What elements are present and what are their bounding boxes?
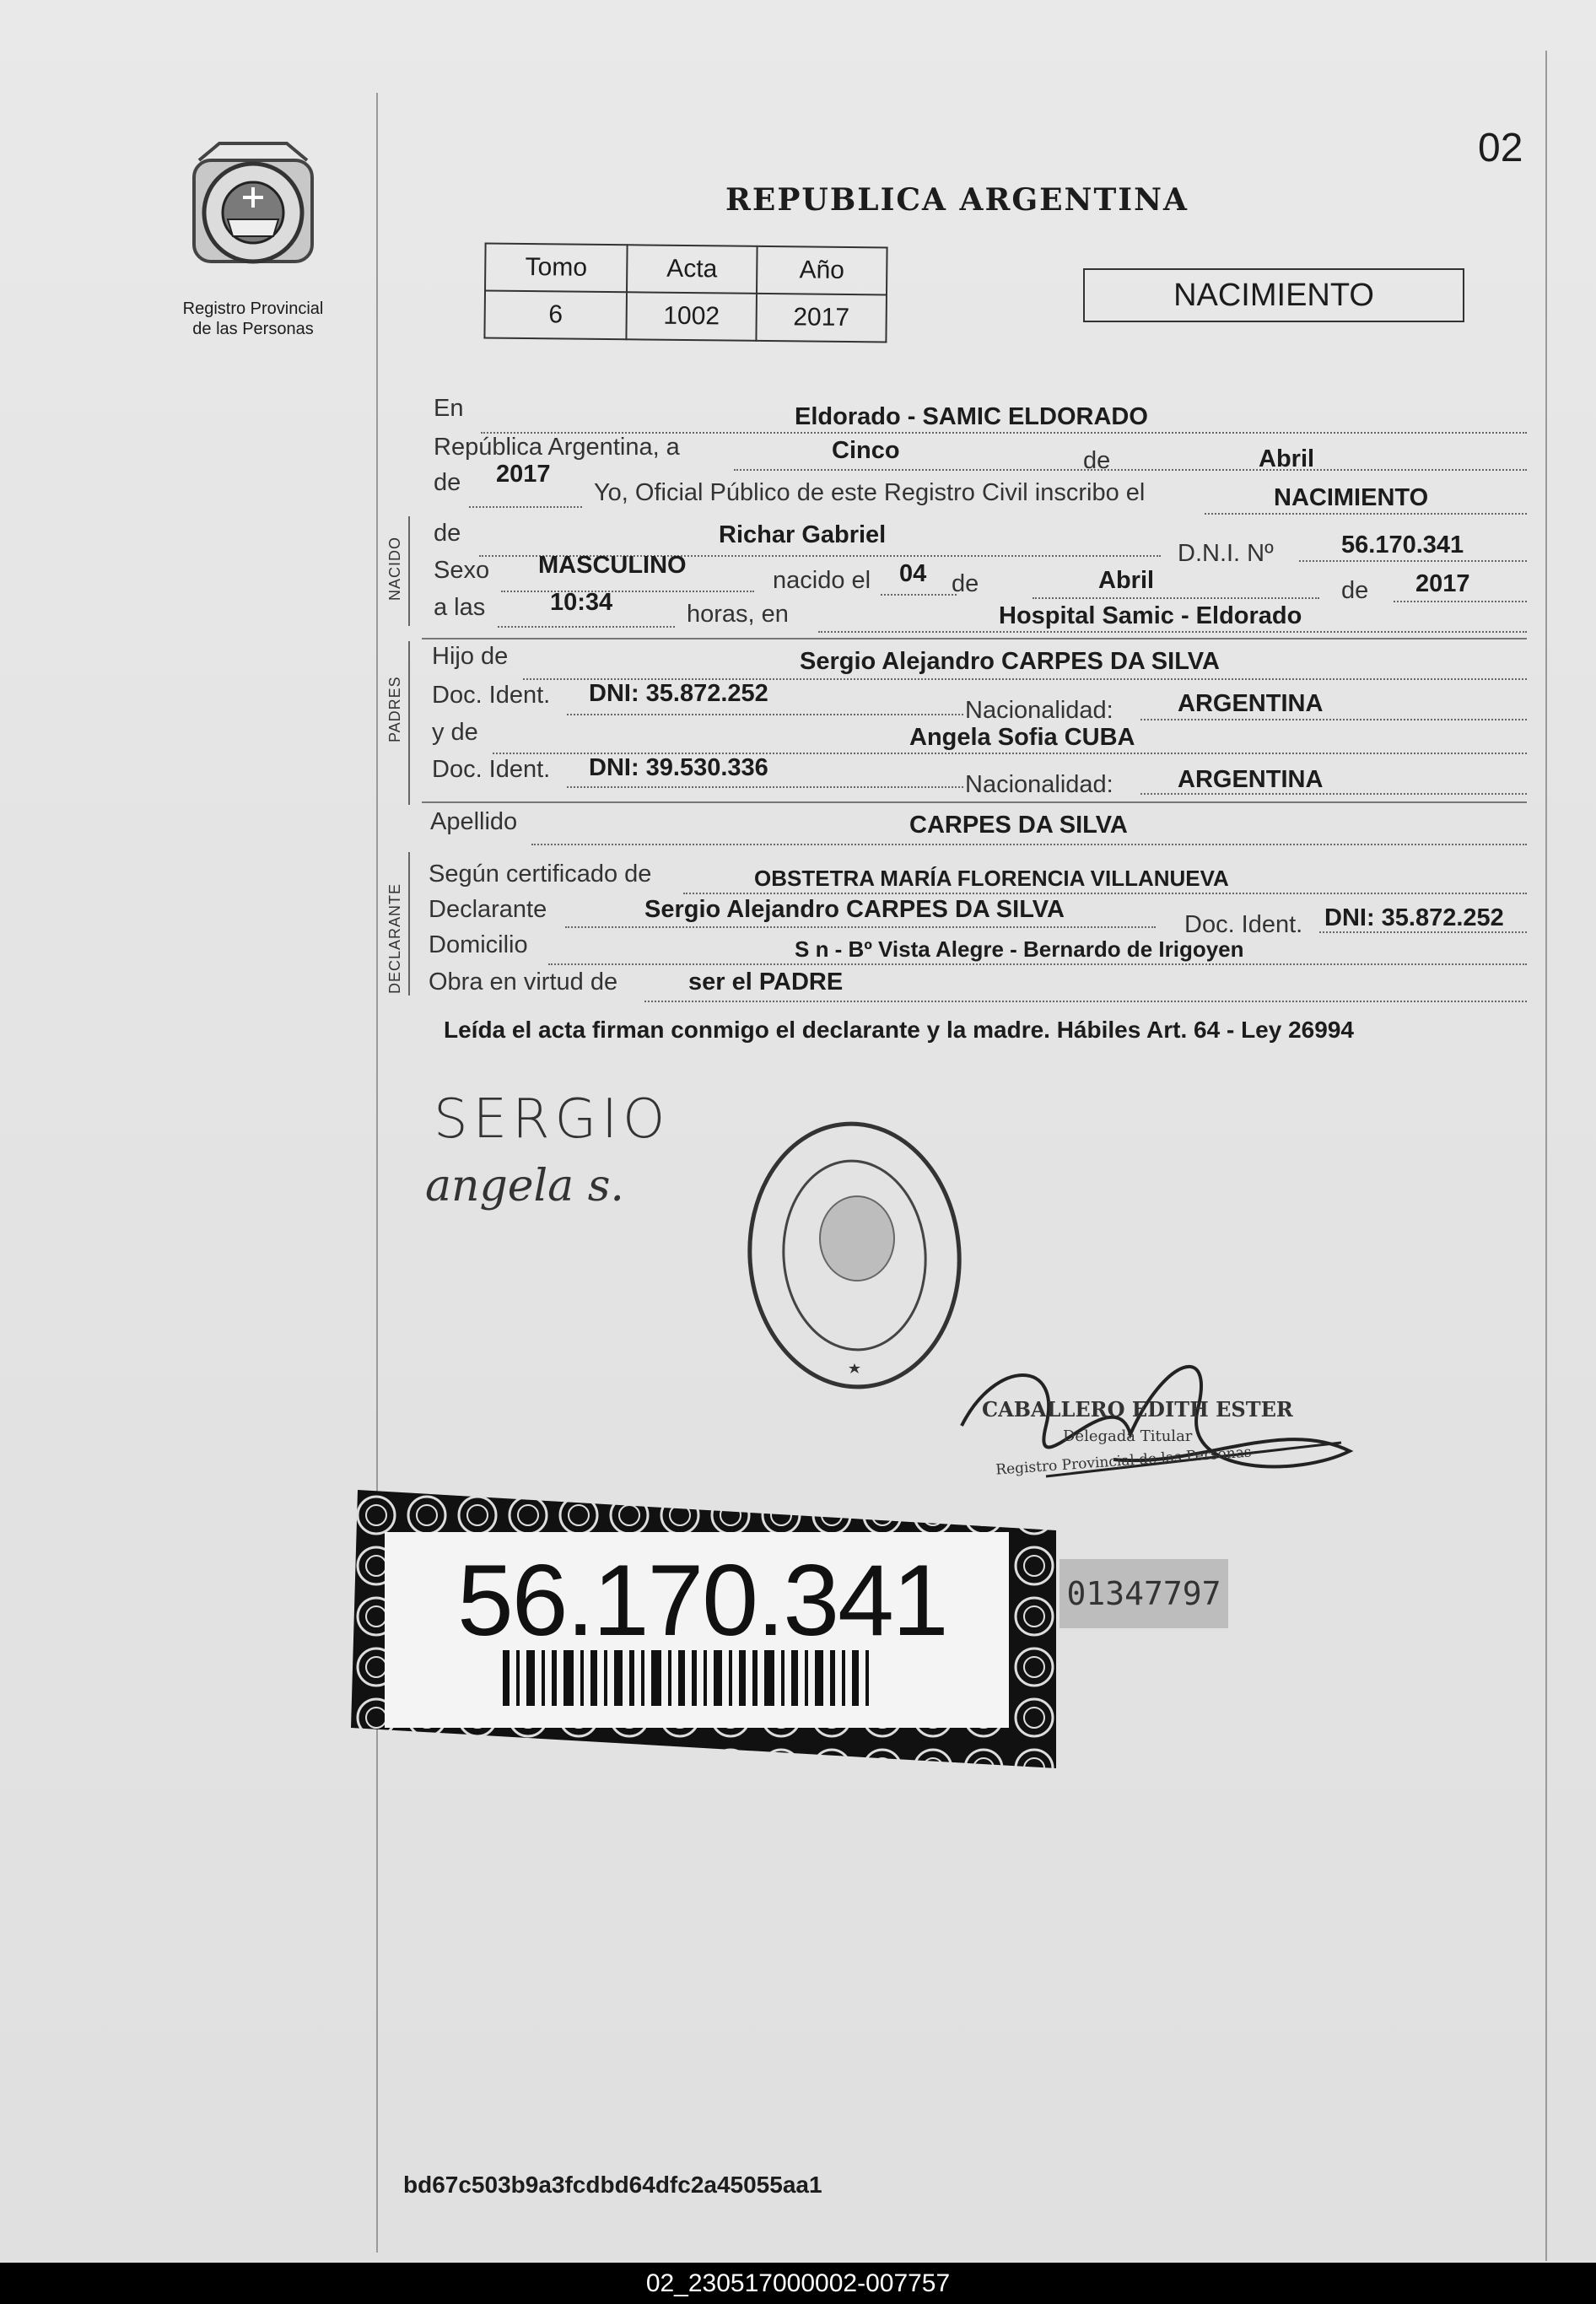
- value-madre-nac: ARGENTINA: [1178, 766, 1324, 793]
- line-declarante: [565, 926, 1156, 928]
- line-padre-dni: [567, 714, 963, 715]
- label-de-nombre: de: [434, 520, 461, 547]
- value-declarante-dni: DNI: 35.872.252: [1324, 904, 1504, 931]
- sticker-number: 56.170.341: [457, 1544, 947, 1657]
- line-anio: [469, 506, 582, 508]
- value-anio: 2017: [496, 461, 551, 488]
- label-en: En: [434, 395, 464, 422]
- nacido-divider: [408, 516, 410, 626]
- line-padre-nac: [1140, 719, 1527, 720]
- line-nac-dia: [881, 594, 957, 596]
- label-nacionalidad-1: Nacionalidad:: [965, 697, 1113, 724]
- value-hora: 10:34: [550, 589, 613, 616]
- value-declarante: Sergio Alejandro CARPES DA SILVA: [644, 896, 1065, 923]
- value-padre-dni: DNI: 35.872.252: [589, 680, 768, 707]
- value-dia-texto: Cinco: [832, 437, 900, 464]
- value-padre-nac: ARGENTINA: [1178, 690, 1324, 717]
- province-seal: [169, 135, 337, 299]
- official-signature: [945, 1325, 1367, 1510]
- value-nombre: Richar Gabriel: [719, 521, 887, 548]
- country-heading: REPUBLICA ARGENTINA: [725, 182, 1189, 218]
- value-tipo: NACIMIENTO: [1274, 484, 1429, 511]
- signature-declarante: SERGIO: [434, 1088, 671, 1151]
- label-de-dia: de: [952, 570, 979, 597]
- left-margin-line: [376, 93, 378, 2253]
- value-lugar-nac: Hospital Samic - Eldorado: [999, 602, 1302, 629]
- value-madre-dni: DNI: 39.530.336: [589, 754, 768, 781]
- registry-line-2: de las Personas: [192, 320, 314, 338]
- value-nac-dia: 04: [899, 560, 927, 587]
- line-nac-mes: [1033, 597, 1319, 599]
- closing-statement: Leída el acta firman conmigo el declarante y la madre. Hábiles Art. 64 - Ley 26994: [444, 1017, 1354, 1043]
- official-name: CABALLERO EDITH ESTER: [982, 1397, 1293, 1422]
- label-a-las: a las: [434, 594, 486, 621]
- line-nac-anio: [1394, 601, 1527, 602]
- value-certificado: OBSTETRA MARÍA FLORENCIA VILLANUEVA: [754, 866, 1229, 891]
- sticker-serial: 01347797: [1060, 1559, 1228, 1628]
- label-declarante: Declarante: [429, 896, 547, 923]
- value-dni: 56.170.341: [1341, 531, 1464, 558]
- value-apellido: CARPES DA SILVA: [909, 812, 1128, 839]
- value-mes: Abril: [1259, 445, 1315, 472]
- line-tipo: [1205, 513, 1527, 515]
- label-doc-ident-2: Doc. Ident.: [432, 756, 551, 783]
- acta-value: 1002: [626, 292, 757, 341]
- tomo-value: 6: [484, 291, 627, 340]
- line-dni: [1299, 560, 1527, 562]
- acta-header: Acta: [627, 245, 758, 294]
- label-republica-a: República Argentina, a: [434, 434, 680, 461]
- page-number: 02: [1478, 126, 1523, 170]
- record-type-box: NACIMIENTO: [1083, 268, 1464, 322]
- dni-sticker: [351, 1490, 1056, 1768]
- line-obra: [644, 1001, 1527, 1002]
- line-domicilio: [548, 963, 1527, 965]
- anio-header: Año: [757, 246, 887, 295]
- value-padre: Sergio Alejandro CARPES DA SILVA: [800, 648, 1220, 675]
- value-domicilio: S n - Bº Vista Alegre - Bernardo de Irigoyen: [795, 936, 1244, 962]
- line-apellido: [531, 844, 1527, 845]
- label-yo-oficial: Yo, Oficial Público de este Registro Civil inscribo el: [594, 479, 1146, 506]
- label-horas-en: horas, en: [687, 601, 789, 628]
- registry-label: [164, 299, 342, 339]
- section-padres: PADRES: [386, 676, 403, 742]
- section-declarante: DECLARANTE: [386, 882, 403, 994]
- label-segun-certificado: Según certificado de: [429, 861, 652, 888]
- label-y-de: y de: [432, 719, 478, 746]
- label-nacionalidad-2: Nacionalidad:: [965, 771, 1113, 798]
- value-nac-anio: 2017: [1415, 570, 1470, 597]
- official-title: Delegada Titular: [1063, 1427, 1193, 1445]
- value-madre: Angela Sofia CUBA: [909, 724, 1135, 751]
- line-lugar-nac: [818, 631, 1527, 633]
- record-table: [483, 243, 887, 343]
- registry-line-1: Registro Provincial: [182, 299, 324, 318]
- official-office: Registro Provincial de las Personas: [995, 1443, 1253, 1479]
- footer-filename: 02_230517000002-007757: [0, 2263, 1596, 2304]
- line-fecha: [734, 469, 1527, 471]
- separator-padres: [422, 801, 1527, 803]
- label-apellido: Apellido: [430, 808, 518, 835]
- line-madre-dni: [567, 786, 963, 788]
- value-lugar: Eldorado - SAMIC ELDORADO: [795, 403, 1148, 430]
- label-obra-en-virtud: Obra en virtud de: [429, 969, 618, 996]
- right-margin-line: [1545, 51, 1547, 2261]
- official-stamp: [741, 1112, 968, 1399]
- label-doc-ident-1: Doc. Ident.: [432, 682, 551, 709]
- document-hash: bd67c503b9a3fcdbd64dfc2a45055aa1: [403, 2172, 822, 2198]
- label-sexo: Sexo: [434, 557, 490, 584]
- label-dni: D.N.I. Nº: [1178, 540, 1274, 567]
- label-de: de: [1083, 447, 1111, 474]
- value-sexo: MASCULINO: [538, 552, 687, 579]
- declarante-divider: [408, 852, 410, 996]
- label-de-mes: de: [1341, 577, 1369, 604]
- label-doc-ident-3: Doc. Ident.: [1184, 911, 1303, 938]
- label-nacido-el: nacido el: [773, 567, 871, 594]
- padres-divider: [408, 641, 410, 805]
- label-de-year: de: [434, 469, 461, 496]
- tomo-header: Tomo: [485, 244, 628, 293]
- line-hora: [498, 626, 675, 628]
- label-hijo-de: Hijo de: [432, 643, 509, 670]
- value-obra: ser el PADRE: [688, 969, 844, 996]
- anio-value: 2017: [756, 294, 887, 343]
- separator-nacido: [422, 638, 1527, 639]
- line-sexo: [501, 591, 754, 592]
- section-nacido: NACIDO: [386, 536, 403, 601]
- value-nac-mes: Abril: [1098, 567, 1155, 594]
- signature-madre: angela s.: [425, 1161, 624, 1211]
- line-certificado: [683, 893, 1527, 894]
- label-domicilio: Domicilio: [429, 931, 528, 958]
